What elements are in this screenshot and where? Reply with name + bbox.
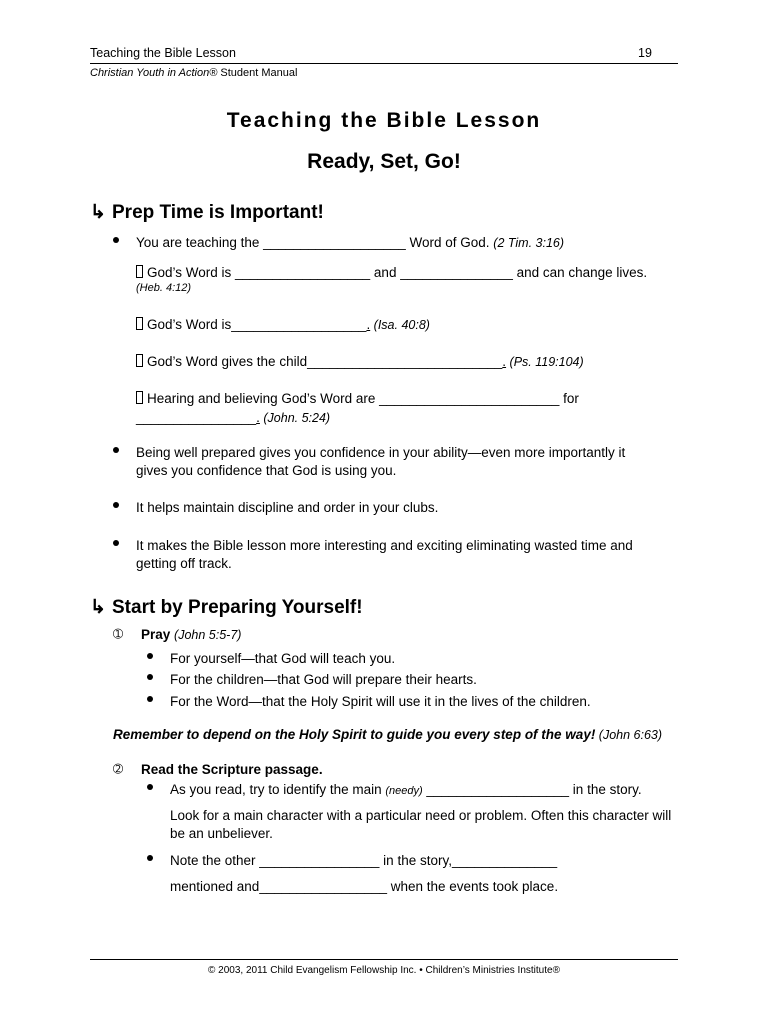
checkbox-icon	[136, 391, 143, 404]
step-pray	[141, 626, 241, 644]
checkbox-icon	[136, 265, 143, 278]
section-heading-prep	[90, 201, 324, 224]
footer-copyright: © 2003, 2011 Child Evangelism Fellowship Inc. • Children’s Ministries Institute®	[208, 965, 560, 976]
section-heading-start-text: Start by Preparing Yourself!	[112, 597, 363, 618]
manual-name-rest: Student Manual	[217, 67, 298, 79]
sub-point-1	[136, 264, 647, 282]
circled-number-two-icon: ➁	[113, 762, 124, 776]
bullet-icon	[113, 447, 119, 453]
sub-point-4-blank: ________________	[136, 410, 257, 425]
read-item-2: Note the other ________________ in the story,______________	[170, 853, 558, 868]
step-read	[141, 761, 323, 779]
read-item-1-para: Look for a main character with a particular need or problem. Often this character will be an unbeliever.	[170, 808, 672, 841]
step-pray-ref: (John 5:5-7)	[174, 628, 242, 642]
arrow-turn-icon: ↳	[90, 202, 106, 223]
step-pray-label: Pray	[141, 627, 171, 642]
remember-note	[113, 726, 662, 744]
circled-number-one-icon: ➀	[113, 627, 124, 641]
bullet-icon	[147, 696, 153, 702]
header-rule	[90, 63, 678, 64]
running-header-title: Teaching the Bible Lesson	[90, 46, 236, 60]
prep-bullet-1	[136, 234, 564, 252]
sub-point-3-punct: .	[502, 354, 507, 369]
remember-note-ref: (John 6:63)	[595, 728, 663, 742]
manual-name	[90, 67, 297, 79]
prep-bullet-1-ref: (2 Tim. 3:16)	[493, 236, 565, 250]
sub-point-3	[136, 353, 584, 371]
page-subtitle: Ready, Set, Go!	[307, 150, 461, 173]
checkbox-icon	[136, 317, 143, 330]
sub-point-3-ref: (Ps. 119:104)	[506, 355, 584, 369]
sub-point-4-punct: .	[256, 410, 260, 425]
prep-bullet-1-text: You are teaching the ___________________ Word of God.	[136, 235, 494, 250]
bullet-icon	[147, 784, 153, 790]
arrow-turn-icon: ↳	[90, 597, 106, 618]
step-read-label: Read the Scripture passage.	[141, 762, 323, 777]
read-item-1	[170, 781, 642, 800]
checkbox-icon	[136, 354, 143, 367]
pray-item-1: For yourself—that God will teach you.	[170, 651, 396, 666]
read-item-1-note: (needy)	[385, 785, 423, 797]
read-item-1-post: ___________________ in the story.	[422, 782, 642, 797]
section-heading-prep-text: Prep Time is Important!	[112, 202, 324, 223]
read-item-1-pre: As you read, try to identify the main	[170, 782, 386, 797]
sub-point-2-text: God’s Word is__________________	[147, 317, 367, 332]
sub-point-4-ref: (John. 5:24)	[259, 411, 331, 425]
bullet-icon	[147, 855, 153, 861]
sub-point-4	[136, 390, 579, 408]
sub-point-2-ref: (Isa. 40:8)	[370, 318, 430, 332]
sub-point-2	[136, 316, 430, 334]
manual-name-italic: Christian Youth in Action®	[90, 67, 218, 79]
page-number: 19	[638, 46, 652, 60]
sub-point-1-text: God’s Word is __________________ and _______________ and can change lives.	[147, 265, 648, 280]
sub-point-3-text: God’s Word gives the child__________________________	[147, 354, 503, 369]
section-heading-start	[90, 596, 363, 619]
remember-note-text: Remember to depend on the Holy Spirit to guide you every step of the way!	[113, 727, 596, 742]
footer-rule	[90, 959, 678, 960]
pray-item-2: For the children—that God will prepare their hearts.	[170, 672, 477, 687]
read-item-2-line2: mentioned and_________________ when the events took place.	[170, 879, 559, 894]
pray-item-3: For the Word—that the Holy Spirit will use it in the lives of the children.	[170, 694, 591, 709]
sub-point-2-punct: .	[366, 317, 371, 332]
bullet-icon	[113, 237, 119, 243]
sub-point-1-ref: (Heb. 4:12)	[136, 282, 192, 294]
prep-bullet-4: It makes the Bible lesson more interesting and exciting eliminating wasted time and getting off track.	[136, 538, 633, 571]
bullet-icon	[113, 540, 119, 546]
bullet-icon	[113, 502, 119, 508]
bullet-icon	[147, 674, 153, 680]
sub-point-4-line2	[136, 409, 330, 427]
prep-bullet-3: It helps maintain discipline and order in your clubs.	[136, 500, 439, 515]
page-title: Teaching the Bible Lesson	[226, 109, 542, 132]
sub-point-4-text: Hearing and believing God’s Word are ________________________ for	[147, 391, 579, 406]
bullet-icon	[147, 653, 153, 659]
prep-bullet-2: Being well prepared gives you confidence in your ability—even more importantly it gives you confidence that God is using you.	[136, 445, 626, 478]
